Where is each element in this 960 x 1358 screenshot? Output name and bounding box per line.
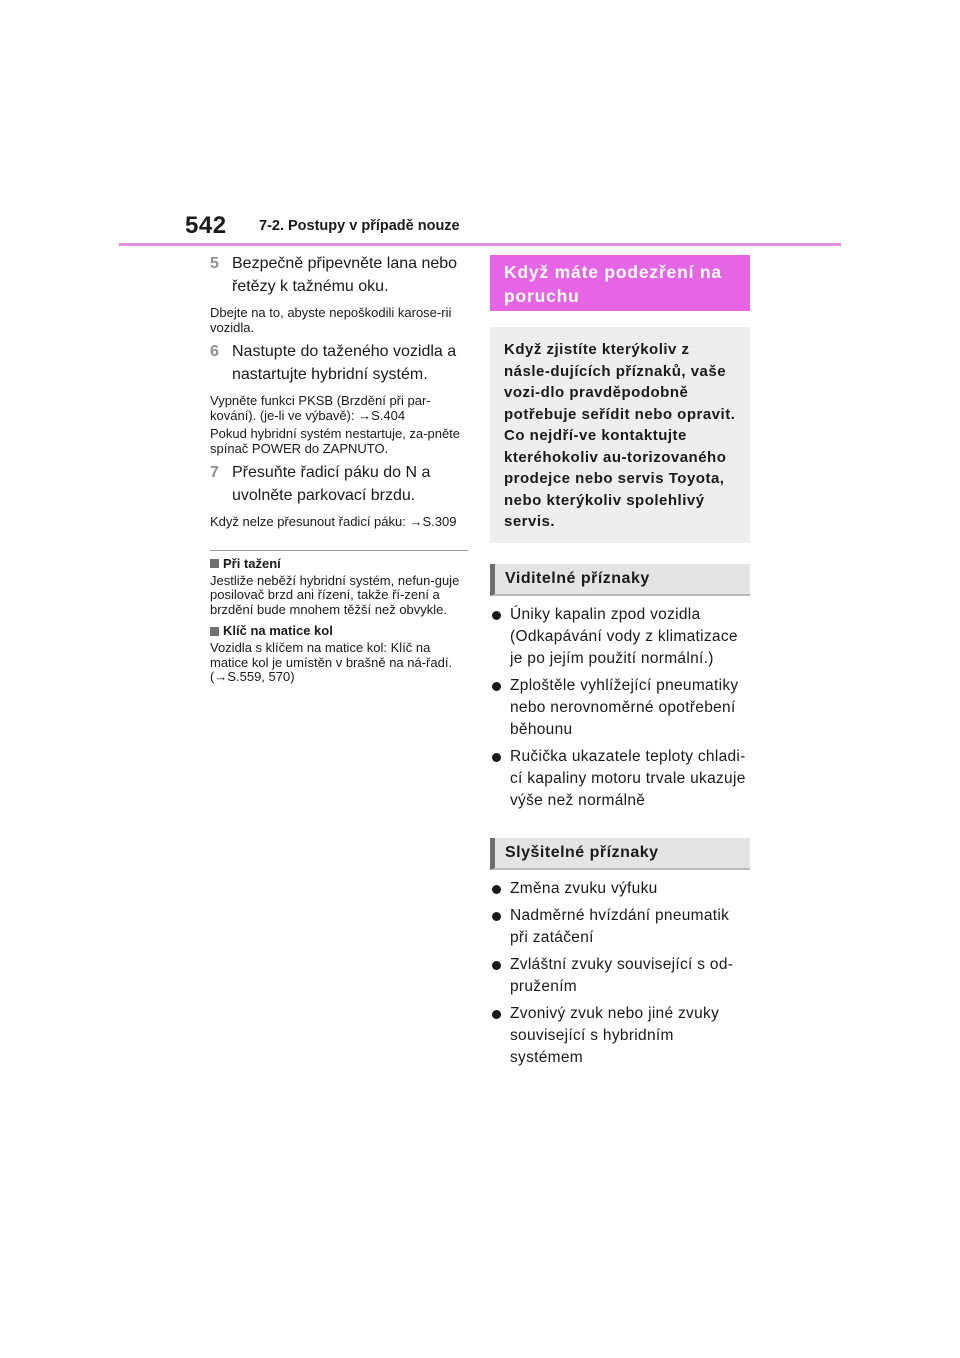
step-6	[210, 341, 468, 456]
bullet-icon	[492, 885, 501, 894]
list-item: Zvonivý zvuk nebo jiné zvuky související s hybridním systémem	[490, 1003, 750, 1069]
list-item: Ručička ukazatele teploty chladi-cí kapaliny motoru trvale ukazuje výše než normálně	[490, 746, 750, 812]
step-note: Vypněte funkci PKSB (Brzdění při par-kování). (je-li ve výbavě): →S.404	[210, 393, 431, 423]
bullet-icon	[492, 961, 501, 970]
subsection-wheel-lock-key	[210, 623, 468, 685]
header-divider	[119, 243, 841, 246]
section-heading: Když máte podezření na poruchu	[490, 255, 750, 311]
bullet-icon	[492, 912, 501, 921]
step-text: Přesuňte řadicí páku do N a uvolněte parkovací brzdu.	[232, 464, 431, 504]
subsection-body: Vozidla s klíčem na matice kol: Klíč na matice kol je umístěn v brašně na ná-řadí. (→S.559, 570)	[210, 640, 453, 684]
step-number: 6	[210, 343, 219, 360]
bullet-icon	[492, 1010, 501, 1019]
step-text: Bezpečně připevněte lana nebo řetězy k tažnému oku.	[232, 255, 458, 295]
list-item: Zploštěle vyhlížející pneumatiky nebo nerovnoměrné opotřebení běhounu	[490, 675, 750, 741]
step-note: Když nelze přesunout řadicí páku: →S.309	[210, 514, 457, 529]
step-7	[210, 462, 468, 530]
section-title: 7-2. Postupy v případě nouze	[259, 218, 460, 234]
step-number: 5	[210, 255, 219, 272]
page-number: 542	[185, 212, 227, 239]
audible-symptoms-heading: Slyšitelné příznaky	[490, 838, 750, 870]
audible-symptoms-list	[490, 878, 750, 1069]
bullet-icon	[492, 682, 501, 691]
subsection-title: Klíč na matice kol	[223, 623, 333, 638]
subsection-body: Jestliže neběží hybridní systém, nefun-guje posilovač brzd ani řízení, takže ří-zení a brzdění bude mnohem těžší než obvykle.	[210, 572, 460, 617]
step-note: Pokud hybridní systém nestartuje, za-pněte spínač POWER do ZAPNUTO.	[210, 426, 461, 456]
visible-symptoms-list	[490, 604, 750, 812]
intro-box: Když zjistíte kterýkoliv z násle-dujících příznaků, vaše vozi-dlo pravděpodobně potřebuje seřídit nebo opravit. Co nejdří-ve kontaktujte kteréhokoliv au-torizovaného prodejce nebo servis Toyota, nebo kterýkoliv spolehlivý servis.	[490, 327, 750, 543]
list-item: Úniky kapalin zpod vozidla (Odkapávání vody z klimatizace je po jejím použití normální.)	[490, 604, 750, 670]
list-item: Změna zvuku výfuku	[490, 878, 750, 900]
list-item: Zvláštní zvuky související s od-pružením	[490, 954, 750, 998]
step-note: Dbejte na to, abyste nepoškodili karose-rii vozidla.	[210, 305, 452, 335]
bullet-icon	[492, 753, 501, 762]
bullet-icon	[492, 611, 501, 620]
step-text: Nastupte do taženého vozidla a nastartujte hybridní systém.	[232, 343, 457, 383]
right-column	[490, 255, 750, 1069]
square-bullet-icon	[210, 559, 219, 568]
left-column	[210, 253, 468, 685]
visible-symptoms-heading: Viditelné příznaky	[490, 564, 750, 596]
subsection-title: Při tažení	[223, 555, 281, 571]
section-divider	[210, 550, 468, 551]
list-item: Nadměrné hvízdání pneumatik při zatáčení	[490, 905, 750, 949]
page-header	[0, 0, 960, 250]
step-number: 7	[210, 464, 219, 481]
subsection-towing	[210, 556, 468, 618]
step-5	[210, 253, 468, 335]
square-bullet-icon	[210, 627, 219, 636]
